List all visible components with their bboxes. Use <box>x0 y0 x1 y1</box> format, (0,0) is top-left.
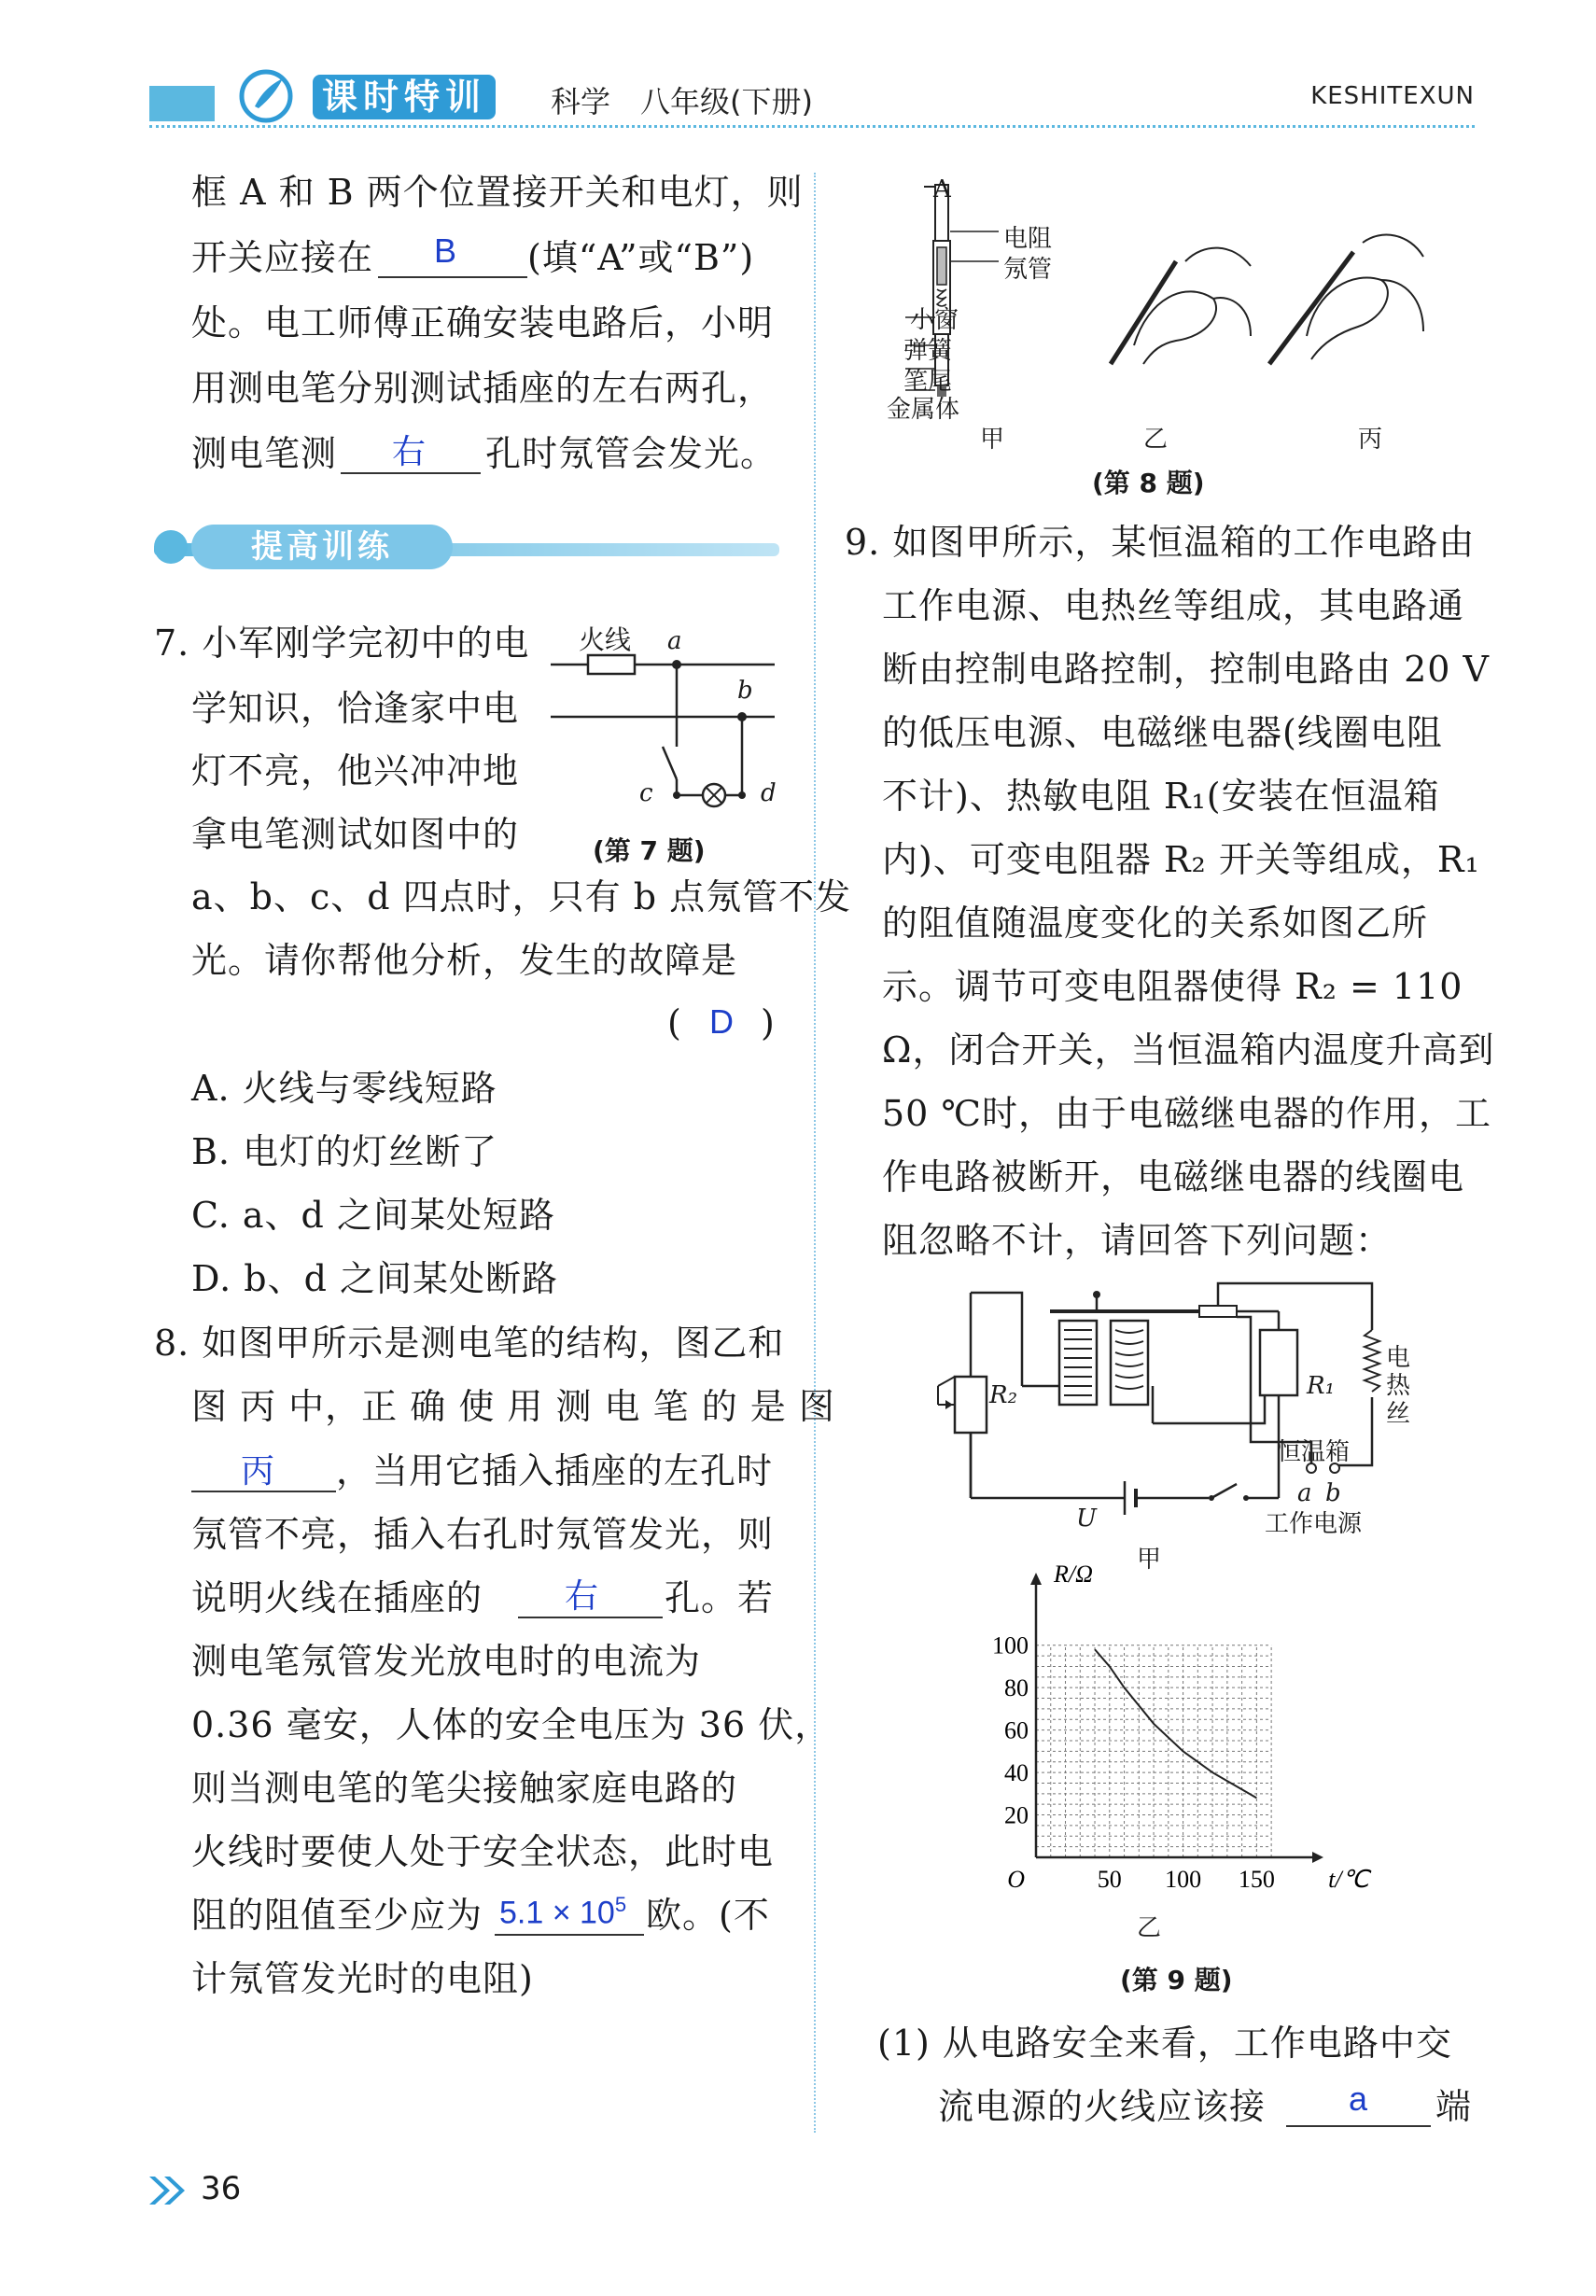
column-divider <box>814 173 816 2133</box>
q8-fig-sub-jia: 甲 <box>980 426 1005 454</box>
q9-fig-R2: R₂ <box>989 1381 1017 1409</box>
q8-fig-label-A: A <box>933 175 951 203</box>
q9-line-10: 50 ℃时，由于电磁继电器的作用，工 <box>882 1093 1491 1134</box>
q8-answer-3-exponent: 5 <box>614 1893 627 1916</box>
chart-series-line <box>1095 1649 1256 1798</box>
brand-title: 课时特训 <box>313 75 496 119</box>
q6-line-4: 用测电笔分别测试插座的左右两孔， <box>191 368 775 409</box>
q8-line-10a: 阻的阻值至少应为 <box>191 1895 483 1936</box>
q8-fig-caption: (第 8 题) <box>1092 468 1205 498</box>
q8-fig-sub-yi: 乙 <box>1143 426 1169 454</box>
chart-y-tick-label: 20 <box>1004 1801 1029 1829</box>
q9-fig-sub1: 甲 <box>1137 1546 1162 1574</box>
q8-line-2: 图 丙 中，正 确 使 用 测 电 笔 的 是 图 <box>191 1386 835 1427</box>
q9-line-7: 的阻值随温度变化的关系如图乙所 <box>882 903 1429 944</box>
chart-x-arrow <box>1312 1852 1323 1863</box>
q9-fig-source: 工作电源 <box>1265 1510 1363 1538</box>
q9-line-8: 示。调节可变电阻器使得 R₂ = 110 <box>882 966 1463 1007</box>
q8-blank-3 <box>495 1934 644 1936</box>
brand-latin: KESHITEXUN <box>1310 82 1475 110</box>
q9-sub1-line-b: 流电源的火线应该接 <box>938 2086 1267 2127</box>
q9-line-9: Ω，闭合开关，当恒温箱内温度升高到 <box>882 1029 1495 1071</box>
q6-line-5a: 测电笔测 <box>191 433 338 474</box>
q6-line-2b: (填“A”或“B”) <box>527 237 755 278</box>
q9-line-6: 内)、可变电阻器 R₂ 开关等组成，R₁ <box>882 839 1480 880</box>
q8-fig-label-window: 小窗 <box>910 306 959 334</box>
quill-logo-icon <box>238 65 294 127</box>
chart-x-tick-label: 150 <box>1238 1866 1275 1893</box>
q6-blank-1 <box>378 276 527 278</box>
q7-fig-label-c: c <box>639 779 653 807</box>
q8-fig-label-metal: 金属体 <box>887 396 960 424</box>
q7-fig-label-d: d <box>761 779 777 807</box>
q7-option-c: C. a、d 之间某处短路 <box>191 1195 555 1236</box>
q8-fig-label-neon: 氖管 <box>1003 256 1053 284</box>
q8-line-4: 氖管不亮，插入右孔时氖管发光，则 <box>191 1514 775 1555</box>
chart-x-axis-label: t/℃ <box>1328 1866 1369 1893</box>
q8-answer-3-mantissa: 5.1 × 10 <box>499 1895 615 1931</box>
q8-line-1: 8. 如图甲所示是测电笔的结构，图乙和 <box>154 1323 785 1364</box>
q8-fig-label-resistor: 电阻 <box>1003 225 1053 253</box>
page-number: 36 <box>201 2170 242 2207</box>
q8-answer-3 <box>499 1893 626 1931</box>
q8-line-8: 则当测电笔的笔尖接触家庭电路的 <box>191 1768 738 1809</box>
q9-line-4: 的低压电源、电磁继电器(线圈电阻 <box>882 712 1443 753</box>
chart-y-tick-label: 80 <box>1004 1674 1029 1702</box>
page-arrow-icon <box>149 2175 187 2206</box>
q9-line-3: 断由控制电路控制，控制电路由 20 V <box>882 649 1490 690</box>
section-title: 提高训练 <box>191 525 453 569</box>
q7-line-5: a、b、c、d 四点时，只有 b 点氖管不发 <box>191 876 852 917</box>
header-divider <box>149 125 1475 128</box>
q7-fig-label-a: a <box>667 627 682 655</box>
header-color-bar <box>149 86 215 121</box>
page-header <box>149 65 1475 131</box>
q8-test-pen-figure <box>896 177 1437 448</box>
q8-line-6: 测电笔氖管发光放电时的电流为 <box>191 1641 702 1682</box>
q9-r1-temperature-chart <box>971 1561 1381 1913</box>
chart-ticks <box>992 1561 1372 1893</box>
q7-option-d: D. b、d 之间某处断路 <box>191 1258 559 1299</box>
q8-line-5a: 说明火线在插座的 <box>191 1577 483 1618</box>
q6-line-2a: 开关应接在 <box>191 237 374 278</box>
q7-line-2: 学知识，恰逢家中电 <box>191 688 520 729</box>
chart-y-tick-label: 40 <box>1004 1759 1029 1787</box>
q8-line-11: 计氖管发光时的电阻) <box>191 1958 534 1999</box>
chart-grid <box>1036 1645 1271 1857</box>
section-bullet-icon <box>154 530 188 564</box>
q8-line-10b: 欧。(不 <box>646 1895 770 1936</box>
chart-axes <box>1030 1573 1323 1863</box>
chart-y-arrow <box>1030 1573 1042 1585</box>
q8-fig-label-tail: 笔尾 <box>903 368 953 396</box>
q8-answer-1: 丙 <box>241 1452 275 1491</box>
subject-grade: 科学 八年级(下册) <box>551 84 813 119</box>
q9-sub1-blank <box>1286 2125 1431 2127</box>
q8-line-9: 火线时要使人处于安全状态，此时电 <box>191 1831 775 1872</box>
q7-answer: D <box>709 1002 734 1041</box>
q9-sub1-line-c: 端 <box>1435 2086 1473 2127</box>
q9-fig-U: U <box>1076 1505 1097 1533</box>
q7-line-1: 7. 小军刚学完初中的电 <box>154 623 530 664</box>
q7-line-3: 灯不亮，他兴冲冲地 <box>191 750 520 791</box>
q8-line-3: ，当用它插入插座的左孔时 <box>336 1450 774 1491</box>
section-header <box>154 523 779 571</box>
chart-x-tick-label: 100 <box>1165 1866 1202 1893</box>
q7-line-4: 拿电笔测试如图中的 <box>191 814 520 855</box>
q7-option-b: B. 电灯的灯丝断了 <box>191 1131 498 1172</box>
q9-fig-box: 恒温箱 <box>1277 1438 1351 1466</box>
chart-origin-label: O <box>1007 1866 1025 1893</box>
q7-fig-fire-line-label: 火线 <box>579 624 632 655</box>
q6-line-3: 处。电工师傅正确安装电路后，小明 <box>191 302 775 343</box>
chart-y-tick-label: 60 <box>1004 1716 1029 1744</box>
q6-line-5b: 孔时氖管会发光。 <box>485 433 777 474</box>
q9-line-5: 不计)、热敏电阻 R₁(安装在恒温箱 <box>882 776 1440 817</box>
q7-line-6: 光。请你帮他分析，发生的故障是 <box>191 940 738 981</box>
q9-fig-heater: 电热丝 <box>1386 1344 1411 1428</box>
q7-option-a: A. 火线与零线短路 <box>191 1068 497 1109</box>
chart-x-tick-label: 50 <box>1097 1866 1122 1893</box>
q6-answer-2: 右 <box>392 433 427 471</box>
q7-paren-close: ) <box>761 1002 776 1043</box>
q8-answer-2: 右 <box>565 1577 599 1616</box>
q9-line-1: 9. 如图甲所示，某恒温箱的工作电路由 <box>845 522 1476 563</box>
q9-line-2: 工作电源、电热丝等组成，其电路通 <box>882 585 1465 626</box>
q8-fig-sub-bing: 丙 <box>1358 426 1383 454</box>
q6-line-1: 框 A 和 B 两个位置接开关和电灯，则 <box>191 172 804 213</box>
q9-line-11: 作电路被断开，电磁继电器的线圈电 <box>882 1156 1465 1197</box>
q9-fig-sub2: 乙 <box>1137 1914 1162 1942</box>
q6-answer-1: B <box>434 231 457 270</box>
q7-paren-open: ( <box>667 1002 682 1043</box>
q9-fig-a: a <box>1297 1479 1312 1507</box>
q8-line-7: 0.36 毫安，人体的安全电压为 36 伏， <box>191 1704 832 1745</box>
q9-sub1-answer: a <box>1349 2079 1368 2118</box>
q8-fig-label-spring: 弹簧 <box>903 337 953 365</box>
q9-sub1-line-a: (1) 从电路安全来看，工作电路中交 <box>877 2023 1452 2064</box>
q8-line-5b: 孔。若 <box>665 1577 775 1618</box>
q7-fig-label-b: b <box>737 677 753 705</box>
q9-fig-caption: (第 9 题) <box>1120 1965 1233 1995</box>
q9-fig-R1: R₁ <box>1307 1372 1335 1400</box>
q7-fig-caption: (第 7 题) <box>593 835 706 866</box>
chart-y-axis-label: R/Ω <box>1054 1561 1093 1588</box>
q9-line-12: 阻忽略不计，请回答下列问题： <box>882 1220 1393 1261</box>
q9-fig-b: b <box>1325 1479 1341 1507</box>
chart-y-tick-label: 100 <box>992 1631 1029 1659</box>
